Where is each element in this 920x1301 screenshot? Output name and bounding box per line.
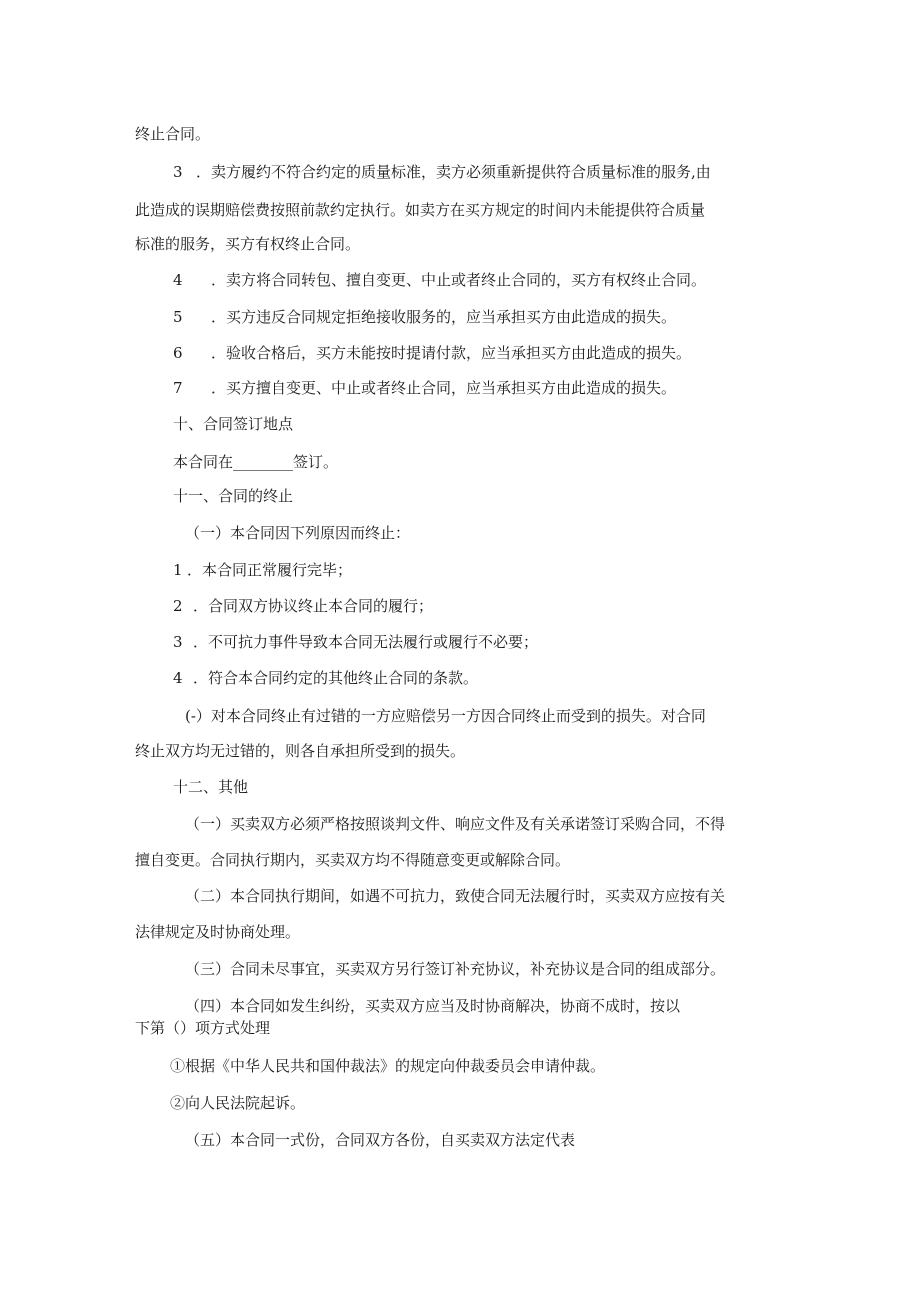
item-number: 6 [173,344,183,362]
text-line: 此造成的误期赔偿费按照前款约定执行。如卖方在买方规定的时间内未能提供符合质量 [135,201,706,219]
item-text: ．本合同正常履行完毕； [187,561,353,579]
item-number: 2 [173,597,183,615]
text-line: （四）本合同如发生纠纷，买卖双方应当及时协商解决，协商不成时，按以 [185,997,681,1015]
section-heading: 十、合同签订地点 [173,415,294,433]
item-text: ．合同双方协议终止本合同的履行； [193,597,434,615]
section-heading: 十一、合同的终止 [173,487,294,505]
text-line: 本合同在________签订。 [173,453,339,471]
item-text: ．不可抗力事件导致本合同无法履行或履行不必要； [193,633,539,651]
text-line: （一）本合同因下列原因而终止： [185,524,411,542]
item-number: 1 [173,561,183,579]
text-line: （五）本合同一式份，合同双方各份，自买卖双方法定代表 [185,1131,576,1149]
item-text: ．验收合格后，买方未能按时提请付款，应当承担买方由此造成的损失。 [211,344,692,362]
item-number: 4 [173,271,183,289]
list-item [173,162,711,182]
text-line: 法律规定及时协商处理。 [135,923,301,941]
list-item [173,343,691,363]
list-item [173,668,478,688]
text-line: （二）本合同执行期间，如遇不可抗力，致使合同无法履行时，买卖双方应按有关 [185,887,726,905]
item-number: 3 [173,163,183,181]
text-line: （三）合同未尽事宜，买卖双方另行签订补充协议，补充协议是合同的组成部分。 [185,960,726,978]
text-line: ②向人民法院起诉。 [170,1094,306,1112]
item-number: 5 [173,308,183,326]
list-item [173,270,706,290]
list-item [173,307,676,327]
item-text: ．卖方将合同转包、擅自变更、中止或者终止合同的，买方有权终止合同。 [211,271,707,289]
section-heading: 十二、其他 [173,778,249,796]
item-text: ．买方违反合同规定拒绝接收服务的，应当承担买方由此造成的损失。 [211,308,677,326]
text-line: ①根据《中华人民共和国仲裁法》的规定向仲裁委员会申请仲裁。 [170,1057,606,1075]
item-text: ．符合本合同约定的其他终止合同的条款。 [193,669,479,687]
text-line: 下第（）项方式处理 [135,1019,271,1037]
list-item [173,560,352,580]
list-item [173,632,538,652]
text-line: 标准的服务，买方有权终止合同。 [135,235,361,253]
item-text: ．买方擅自变更、中止或者终止合同，应当承担买方由此造成的损失。 [211,379,677,397]
item-number: 7 [173,379,183,397]
list-item [173,378,676,398]
text-line: 擅自变更。合同执行期内，买卖双方均不得随意变更或解除合同。 [135,851,571,869]
list-item [173,596,433,616]
text-line: 终止双方均无过错的，则各自承担所受到的损失。 [135,742,466,760]
text-line: 终止合同。 [135,125,211,143]
item-number: 3 [173,633,183,651]
item-number: 4 [173,669,183,687]
text-line: (-）对本合同终止有过错的一方应赔偿另一方因合同终止而受到的损失。对合同 [185,707,706,725]
item-text: ．卖方履约不符合约定的质量标准，卖方必须重新提供符合质量标准的服务,由 [196,163,711,181]
text-line: （一）买卖双方必须严格按照谈判文件、响应文件及有关承诺签订采购合同，不得 [185,815,726,833]
